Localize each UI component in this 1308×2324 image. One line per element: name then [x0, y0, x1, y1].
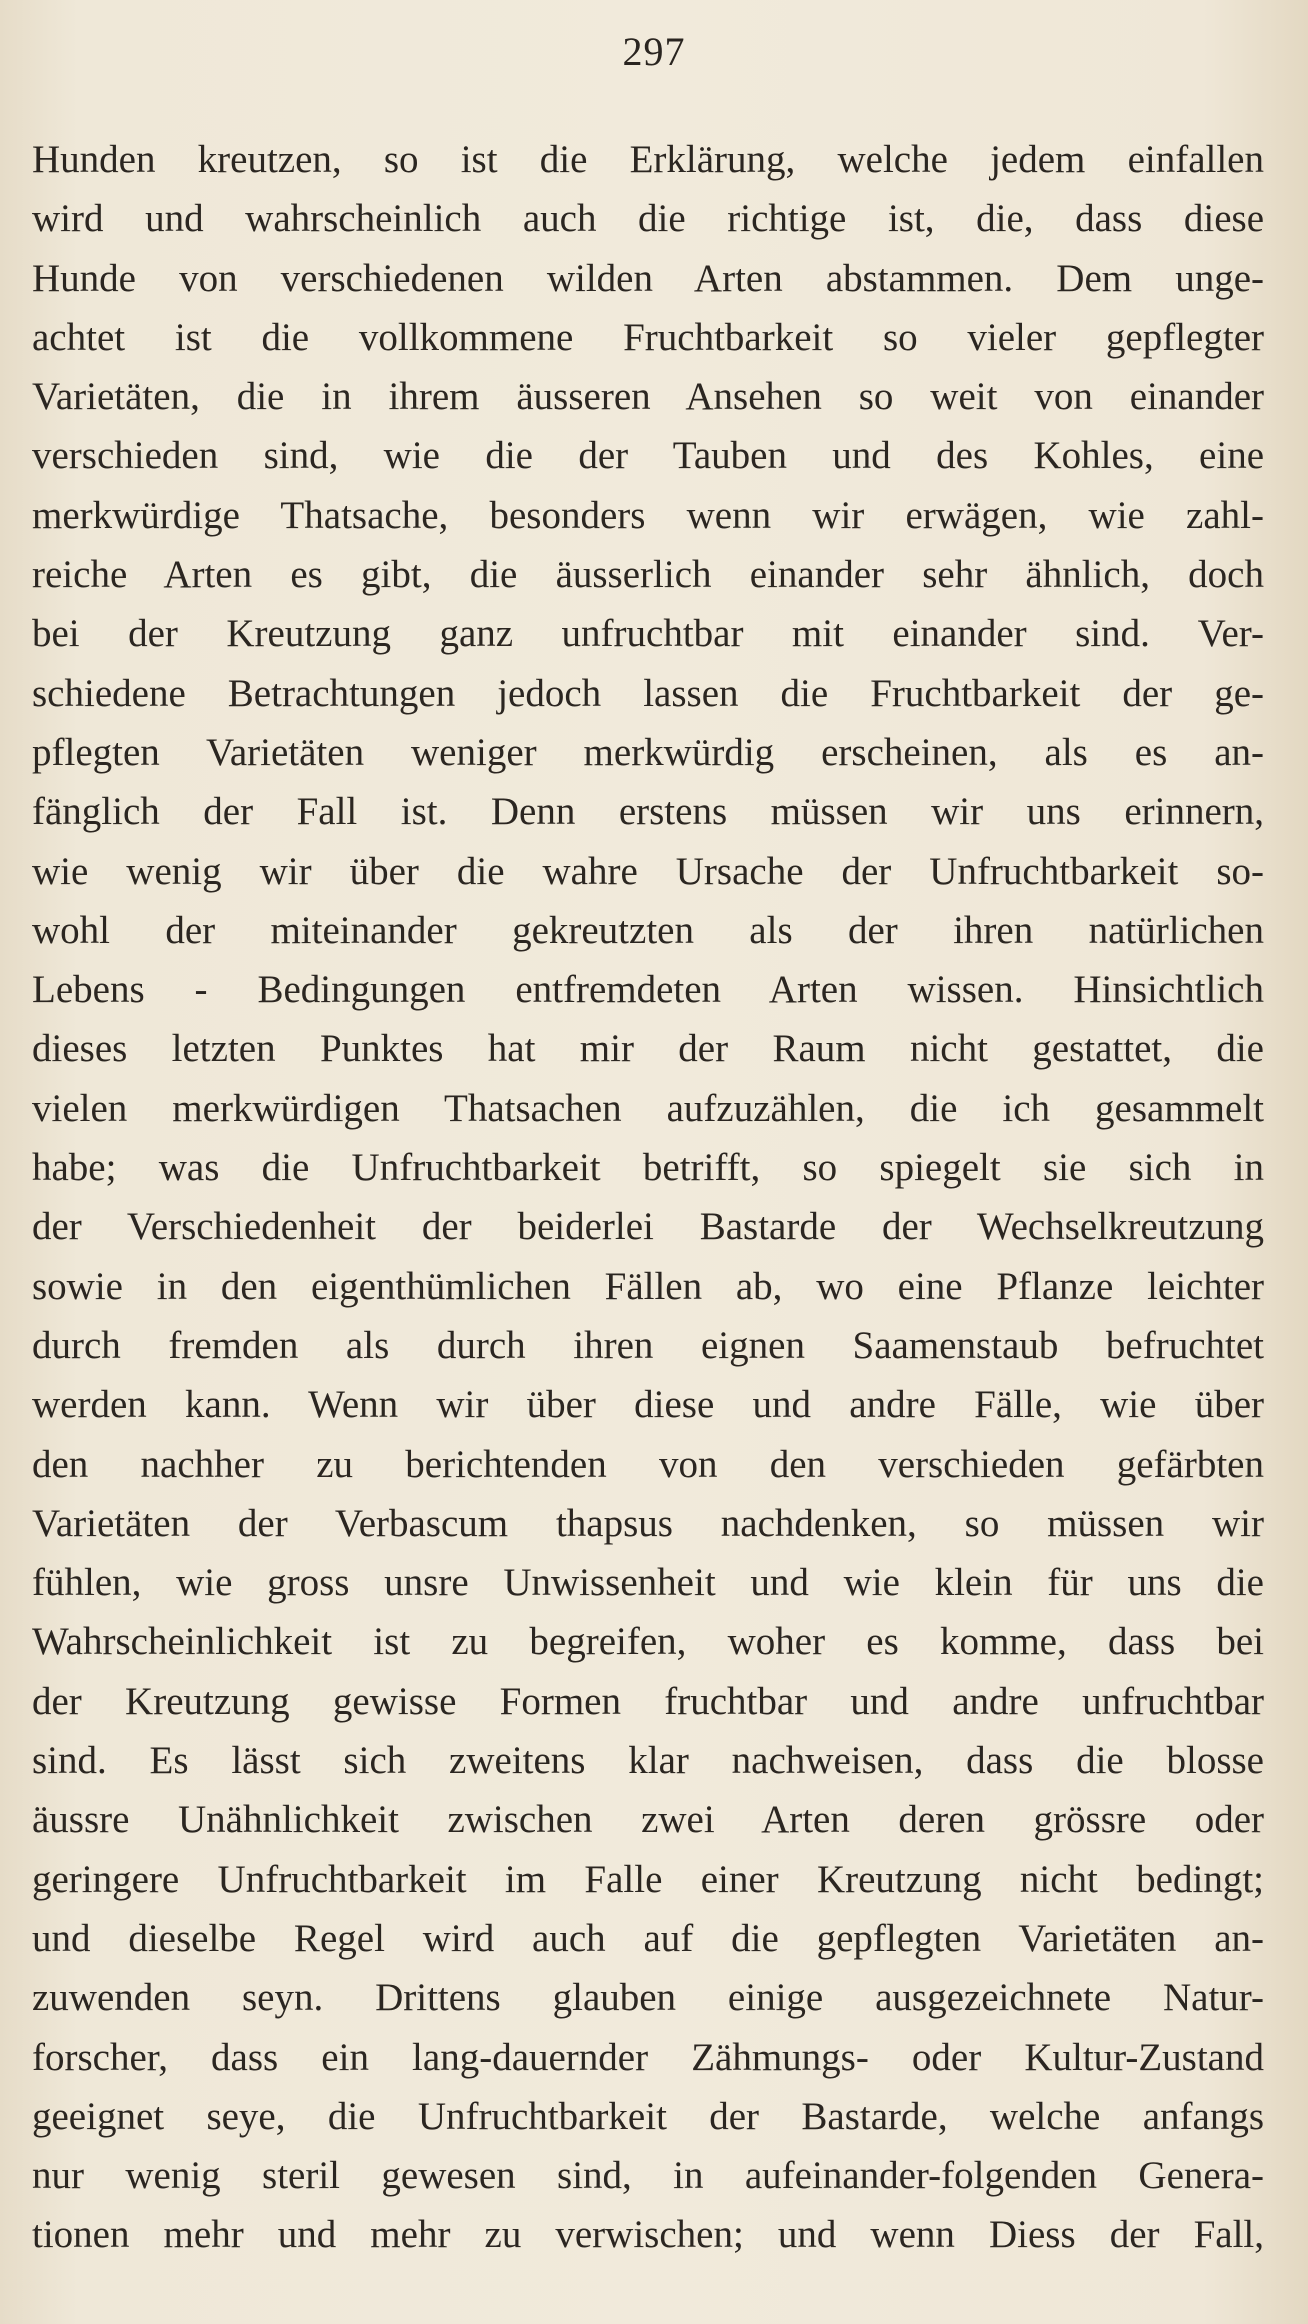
text-line: der Verschiedenheit der beiderlei Bastarde der Wechselkreutzung: [32, 1205, 1264, 1249]
text-line: und dieselbe Regel wird auch auf die gepflegten Varietäten an-: [32, 1916, 1264, 1960]
text-line: sowie in den eigenthümlichen Fällen ab, wo eine Pflanze leichter: [32, 1264, 1264, 1308]
text-line: geeignet seye, die Unfruchtbarkeit der Bastarde, welche anfangs: [32, 2094, 1264, 2138]
text-line: fühlen, wie gross unsre Unwissenheit und wie klein für uns die: [32, 1561, 1264, 1605]
text-line: Varietäten, die in ihrem äusseren Ansehen so weit von einander: [32, 375, 1264, 419]
text-line: achtet ist die vollkommene Fruchtbarkeit so vieler gepflegter: [32, 315, 1264, 359]
text-line: nur wenig steril gewesen sind, in aufeinander-folgenden Genera-: [32, 2154, 1264, 2198]
text-line: Lebens - Bedingungen entfremdeten Arten wissen. Hinsichtlich: [32, 968, 1264, 1012]
text-line: Hunden kreutzen, so ist die Erklärung, welche jedem einfallen: [32, 138, 1264, 181]
text-line: verschieden sind, wie die der Tauben und des Kohles, eine: [32, 434, 1264, 478]
text-line: schiedene Betrachtungen jedoch lassen die Fruchtbarkeit der ge-: [32, 671, 1264, 715]
body-text: [32, 130, 1264, 2265]
text-line: der Kreutzung gewisse Formen fruchtbar und andre unfruchtbar: [32, 1679, 1264, 1723]
text-line: merkwürdige Thatsache, besonders wenn wir erwägen, wie zahl-: [32, 493, 1264, 537]
text-line: habe; was die Unfruchtbarkeit betrifft, so spiegelt sie sich in: [32, 1146, 1264, 1190]
text-line: Varietäten der Verbascum thapsus nachdenken, so müssen wir: [32, 1501, 1264, 1545]
text-line: dieses letzten Punktes hat mir der Raum nicht gestattet, die: [32, 1027, 1264, 1071]
text-line: Hunde von verschiedenen wilden Arten abstammen. Dem unge-: [32, 256, 1264, 300]
text-line: wohl der miteinander gekreutzten als der ihren natürlichen: [32, 908, 1264, 952]
text-line: geringere Unfruchtbarkeit im Falle einer Kreutzung nicht bedingt;: [32, 1857, 1264, 1901]
text-line: wird und wahrscheinlich auch die richtige ist, die, dass diese: [32, 197, 1264, 241]
text-line: zuwenden seyn. Drittens glauben einige ausgezeichnete Natur-: [32, 1976, 1264, 2020]
text-line: forscher, dass ein lang-dauernder Zähmungs- oder Kultur-Zustand: [32, 2035, 1264, 2079]
text-line: den nachher zu berichtenden von den verschieden gefärbten: [32, 1442, 1264, 1486]
page-number: 297: [622, 29, 686, 74]
text-line: Wahrscheinlichkeit ist zu begreifen, woher es komme, dass bei: [32, 1620, 1264, 1664]
text-line: wie wenig wir über die wahre Ursache der Unfruchtbarkeit so-: [32, 849, 1264, 893]
text-line: sind. Es lässt sich zweitens klar nachweisen, dass die blosse: [32, 1739, 1264, 1783]
text-line: werden kann. Wenn wir über diese und andre Fälle, wie über: [32, 1383, 1264, 1427]
text-line: pflegten Varietäten weniger merkwürdig erscheinen, als es an-: [32, 730, 1264, 774]
text-line: bei der Kreutzung ganz unfruchtbar mit einander sind. Ver-: [32, 612, 1264, 656]
text-line: äussre Unähnlichkeit zwischen zwei Arten deren grössre oder: [32, 1798, 1264, 1842]
text-line: reiche Arten es gibt, die äusserlich einander sehr ähnlich, doch: [32, 553, 1264, 597]
text-line: durch fremden als durch ihren eignen Saamenstaub befruchtet: [32, 1323, 1264, 1367]
text-line: fänglich der Fall ist. Denn erstens müssen wir uns erinnern,: [32, 790, 1264, 834]
text-line: vielen merkwürdigen Thatsachen aufzuzählen, die ich gesammelt: [32, 1086, 1264, 1130]
text-line: tionen mehr und mehr zu verwischen; und wenn Diess der Fall,: [32, 2213, 1264, 2257]
